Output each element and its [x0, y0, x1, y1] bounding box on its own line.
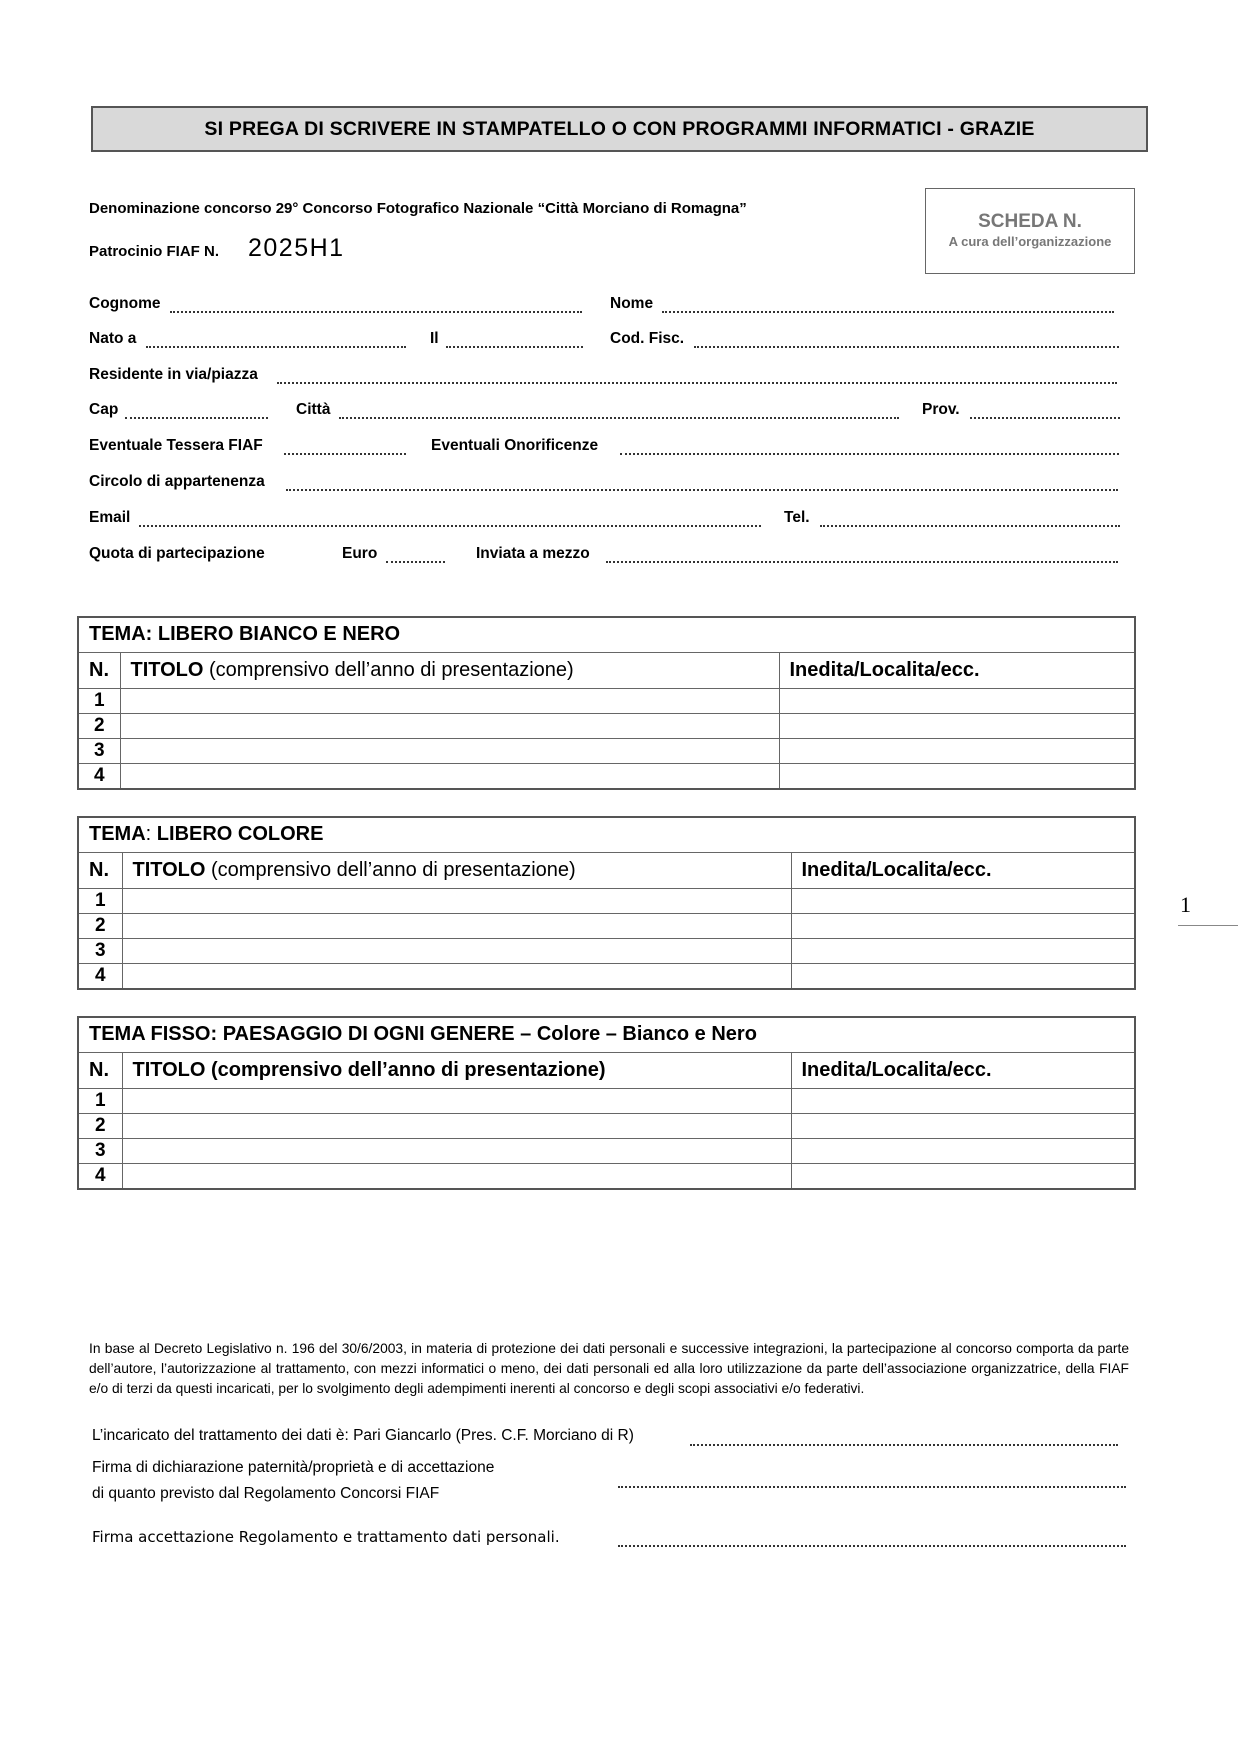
- scheda-title: SCHEDA N.: [978, 211, 1082, 232]
- prov-label: Prov.: [922, 401, 960, 418]
- tel-field[interactable]: [820, 525, 1120, 527]
- row-number: 4: [78, 963, 122, 989]
- col-header-titolo: TITOLO (comprensivo dell’anno di presentazione): [120, 652, 779, 688]
- titolo-cell[interactable]: [122, 963, 791, 989]
- row-number: 1: [78, 1088, 122, 1113]
- col-header-n: N.: [78, 852, 122, 888]
- nato-a-label: Nato a: [89, 330, 137, 347]
- firma2-signature-field[interactable]: [618, 1545, 1126, 1547]
- firma1-line2: di quanto previsto dal Regolamento Concorsi FIAF: [92, 1485, 440, 1502]
- circolo-field[interactable]: [286, 489, 1118, 491]
- email-label: Email: [89, 509, 131, 526]
- titolo-cell[interactable]: [122, 888, 791, 913]
- inedita-cell[interactable]: [779, 738, 1135, 763]
- table-title: TEMA FISSO: PAESAGGIO DI OGNI GENERE – Colore – Bianco e Nero: [78, 1017, 1135, 1052]
- col-header-inedita: Inedita/Localita/ecc.: [779, 652, 1135, 688]
- incaricato-dots: [690, 1444, 1118, 1446]
- table-libero-colore: [77, 816, 1136, 990]
- page-number: 1: [1180, 892, 1191, 917]
- cap-label: Cap: [89, 401, 119, 418]
- inedita-cell[interactable]: [791, 938, 1135, 963]
- row-number: 2: [78, 713, 120, 738]
- onorificenze-label: Eventuali Onorificenze: [431, 437, 599, 454]
- cap-field[interactable]: [125, 417, 268, 419]
- residente-field[interactable]: [277, 382, 1117, 384]
- inedita-cell[interactable]: [791, 1113, 1135, 1138]
- col-header-n: N.: [78, 652, 120, 688]
- inedita-cell[interactable]: [791, 1163, 1135, 1189]
- cognome-field[interactable]: [170, 311, 582, 313]
- row-number: 3: [78, 738, 120, 763]
- nome-label: Nome: [610, 295, 654, 312]
- row-number: 4: [78, 1163, 122, 1189]
- inviata-label: Inviata a mezzo: [476, 545, 590, 562]
- row-number: 3: [78, 938, 122, 963]
- titolo-cell[interactable]: [122, 1163, 791, 1189]
- prov-field[interactable]: [970, 417, 1120, 419]
- inedita-cell[interactable]: [779, 713, 1135, 738]
- tessera-field[interactable]: [284, 453, 406, 455]
- tel-label: Tel.: [784, 509, 810, 526]
- col-header-inedita: Inedita/Localita/ecc.: [791, 852, 1135, 888]
- inviata-field[interactable]: [606, 561, 1118, 563]
- cod-fisc-label: Cod. Fisc.: [610, 330, 685, 347]
- col-header-inedita: Inedita/Localita/ecc.: [791, 1052, 1135, 1088]
- table-title: TEMA: LIBERO COLORE: [78, 817, 1135, 852]
- row-number: 2: [78, 913, 122, 938]
- onorificenze-field[interactable]: [620, 453, 1119, 455]
- inedita-cell[interactable]: [791, 1138, 1135, 1163]
- tessera-label: Eventuale Tessera FIAF: [89, 437, 263, 454]
- circolo-label: Circolo di appartenenza: [89, 473, 265, 490]
- euro-field[interactable]: [386, 561, 445, 563]
- row-number: 1: [78, 688, 120, 713]
- email-field[interactable]: [139, 525, 761, 527]
- titolo-cell[interactable]: [120, 713, 779, 738]
- titolo-cell[interactable]: [120, 763, 779, 789]
- inedita-cell[interactable]: [779, 763, 1135, 789]
- patrocinio-label: Patrocinio FIAF N.: [89, 243, 220, 260]
- titolo-cell[interactable]: [122, 1113, 791, 1138]
- table-paesaggio: [77, 1016, 1136, 1190]
- instruction-banner: SI PREGA DI SCRIVERE IN STAMPATELLO O CON PROGRAMMI INFORMATICI - GRAZIE: [91, 106, 1148, 152]
- firma1-signature-field[interactable]: [618, 1486, 1126, 1488]
- nato-a-field[interactable]: [146, 346, 406, 348]
- col-header-titolo: TITOLO (comprensivo dell’anno di presentazione): [122, 1052, 791, 1088]
- privacy-notice: In base al Decreto Legislativo n. 196 del 30/6/2003, in materia di protezione dei dati personali e successive integrazioni, la partecipazione al concorso comporta da parte dell’autore, l’autorizzazione al trattamento, con mezzi informatici o meno, dei dati personali ed alla loro utilizzazione da parte dell’associazione organizzatrice, della FIAF e/o di terzi da questi incaricati, per lo svolgimento degli adempimenti inerenti al concorso e degli scopi associativi e/o federativi.: [89, 1341, 1129, 1396]
- row-number: 1: [78, 888, 122, 913]
- patrocinio-value[interactable]: 2025H1: [248, 234, 345, 262]
- scheda-box: [925, 188, 1135, 274]
- col-header-titolo: TITOLO (comprensivo dell’anno di presentazione): [122, 852, 791, 888]
- table-libero-bianco-nero: [77, 616, 1136, 790]
- citta-label: Città: [296, 401, 331, 418]
- il-label: Il: [430, 330, 439, 347]
- euro-label: Euro: [342, 545, 378, 562]
- titolo-cell[interactable]: [120, 688, 779, 713]
- row-number: 3: [78, 1138, 122, 1163]
- inedita-cell[interactable]: [791, 1088, 1135, 1113]
- inedita-cell[interactable]: [791, 888, 1135, 913]
- row-number: 2: [78, 1113, 122, 1138]
- row-number: 4: [78, 763, 120, 789]
- inedita-cell[interactable]: [791, 913, 1135, 938]
- titolo-cell[interactable]: [122, 938, 791, 963]
- citta-field[interactable]: [339, 417, 899, 419]
- inedita-cell[interactable]: [779, 688, 1135, 713]
- denominazione-text: Denominazione concorso 29° Concorso Fotografico Nazionale “Città Morciano di Romagna”: [89, 200, 747, 217]
- cognome-label: Cognome: [89, 295, 161, 312]
- titolo-cell[interactable]: [122, 913, 791, 938]
- scheda-subtitle: A cura dell’organizzazione: [948, 234, 1112, 249]
- col-header-n: N.: [78, 1052, 122, 1088]
- table-title: TEMA: LIBERO BIANCO E NERO: [78, 617, 1135, 652]
- titolo-cell[interactable]: [122, 1088, 791, 1113]
- firma2-label: Firma accettazione Regolamento e trattamento dati personali.: [92, 1528, 560, 1546]
- firma1-line1: Firma di dichiarazione paternità/proprietà e di accettazione: [92, 1459, 495, 1476]
- titolo-cell[interactable]: [122, 1138, 791, 1163]
- inedita-cell[interactable]: [791, 963, 1135, 989]
- il-field[interactable]: [446, 346, 583, 348]
- residente-label: Residente in via/piazza: [89, 366, 258, 383]
- cod-fisc-field[interactable]: [694, 346, 1119, 348]
- page-number-rule: [1178, 925, 1238, 926]
- incaricato-text: L’incaricato del trattamento dei dati è: Pari Giancarlo (Pres. C.F. Morciano di R): [92, 1427, 634, 1444]
- nome-field[interactable]: [662, 311, 1114, 313]
- quota-label: Quota di partecipazione: [89, 545, 265, 562]
- titolo-cell[interactable]: [120, 738, 779, 763]
